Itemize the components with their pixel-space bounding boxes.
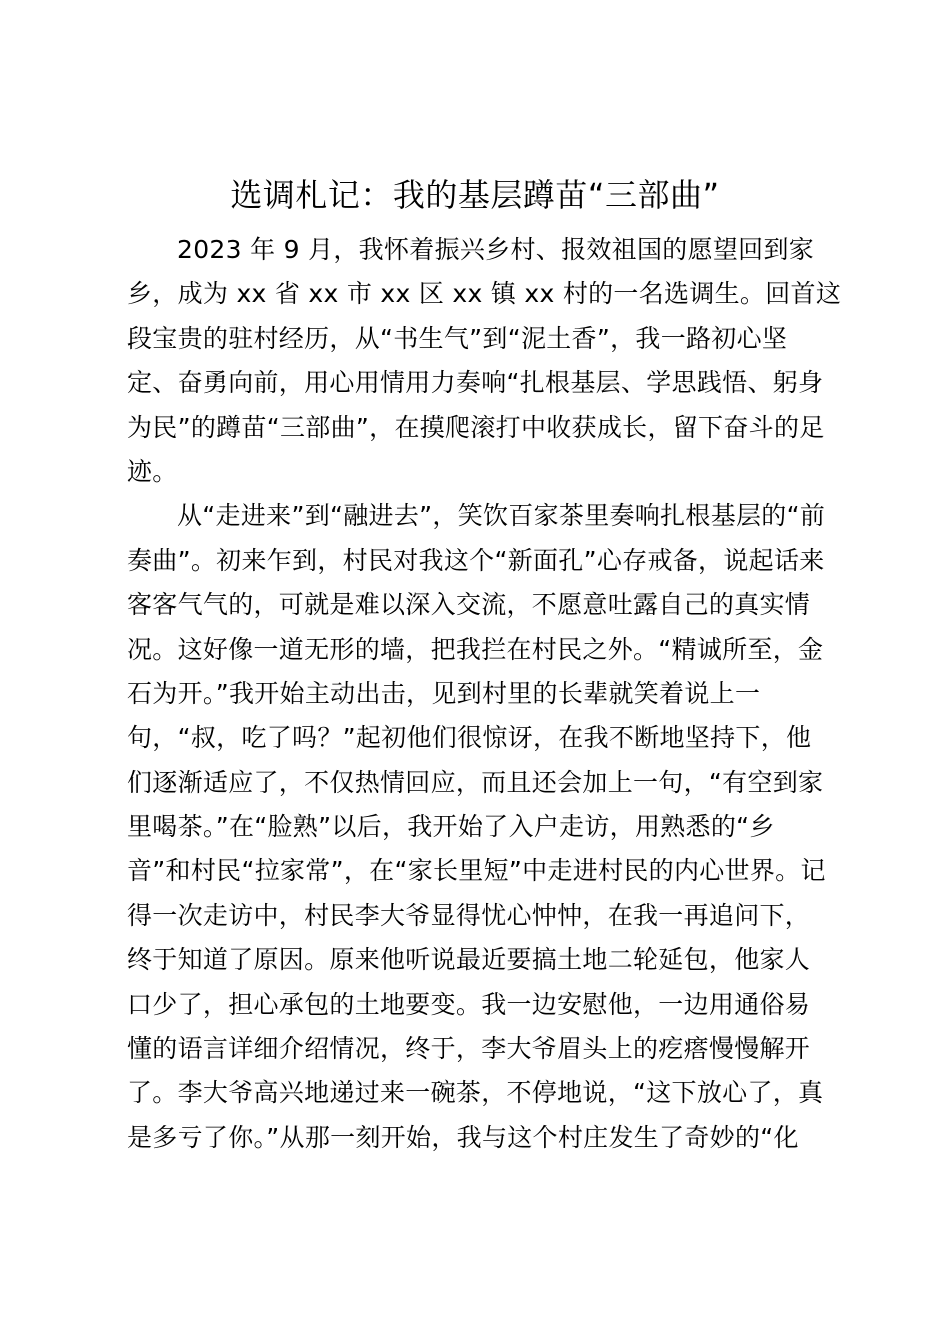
text-line: 况。这好像一道无形的墙，把我拦在村民之外。“精诚所至，金 <box>127 634 824 664</box>
text-line: 句，“叔，吃了吗？”起初他们很惊讶，在我不断地坚持下，他 <box>127 723 812 753</box>
text-line: 音”和村民“拉家常”，在“家长里短”中走进村民的内心世界。记 <box>127 856 826 886</box>
text-line: 得一次走访中，村民李大爷显得忧心忡忡，在我一再追问下， <box>127 900 811 930</box>
text-line: 是多亏了你。”从那一刻开始，我与这个村庄发生了奇妙的“化 <box>127 1122 799 1152</box>
text-line: 从“走进来”到“融进去”，笑饮百家茶里奏响扎根基层的“前 <box>177 501 826 531</box>
text-line: 客客气气的，可就是难以深入交流，不愿意吐露自己的真实情 <box>127 590 811 620</box>
text-line: 了。李大爷高兴地递过来一碗茶，不停地说，“这下放心了，真 <box>127 1078 824 1108</box>
text-line: 奏曲”。初来乍到，村民对我这个“新面孔”心存戒备，说起话来 <box>127 545 825 575</box>
text-line: 乡，成为 xx 省 xx 市 xx 区 xx 镇 xx 村的一名选调生。回首这 <box>127 279 842 309</box>
text-line: 2023 年 9 月，我怀着振兴乡村、报效祖国的愿望回到家 <box>177 235 815 264</box>
text-line: 石为开。”我开始主动出击，见到村里的长辈就笑着说上一 <box>127 678 761 708</box>
text-line: 定、奋勇向前，用心用情用力奏响“扎根基层、学思践悟、躬身 <box>127 368 824 398</box>
text-line: 迹。 <box>127 456 178 486</box>
text-line: 口少了，担心承包的土地要变。我一边安慰他，一边用通俗易 <box>127 989 811 1019</box>
text-line: 段宝贵的驻村经历，从“书生气”到“泥土香”，我一路初心坚 <box>127 323 788 353</box>
paragraph-1 <box>127 228 842 494</box>
text-line: 终于知道了原因。原来他听说最近要搞土地二轮延包，他家人 <box>127 945 811 975</box>
paragraph-2 <box>127 494 837 1160</box>
text-line: 为民”的蹲苗“三部曲”，在摸爬滚打中收获成长，留下奋斗的足 <box>127 412 825 442</box>
document-body <box>127 228 842 1160</box>
text-line: 们逐渐适应了，不仅热情回应，而且还会加上一句，“有空到家 <box>127 767 824 797</box>
document-title: 选调札记：我的基层蹲苗“三部曲” <box>230 176 720 214</box>
text-line: 懂的语言详细介绍情况，终于，李大爷眉头上的疙瘩慢慢解开 <box>127 1034 811 1064</box>
text-line: 里喝茶。”在“脸熟”以后，我开始了入户走访，用熟悉的“乡 <box>127 812 775 842</box>
